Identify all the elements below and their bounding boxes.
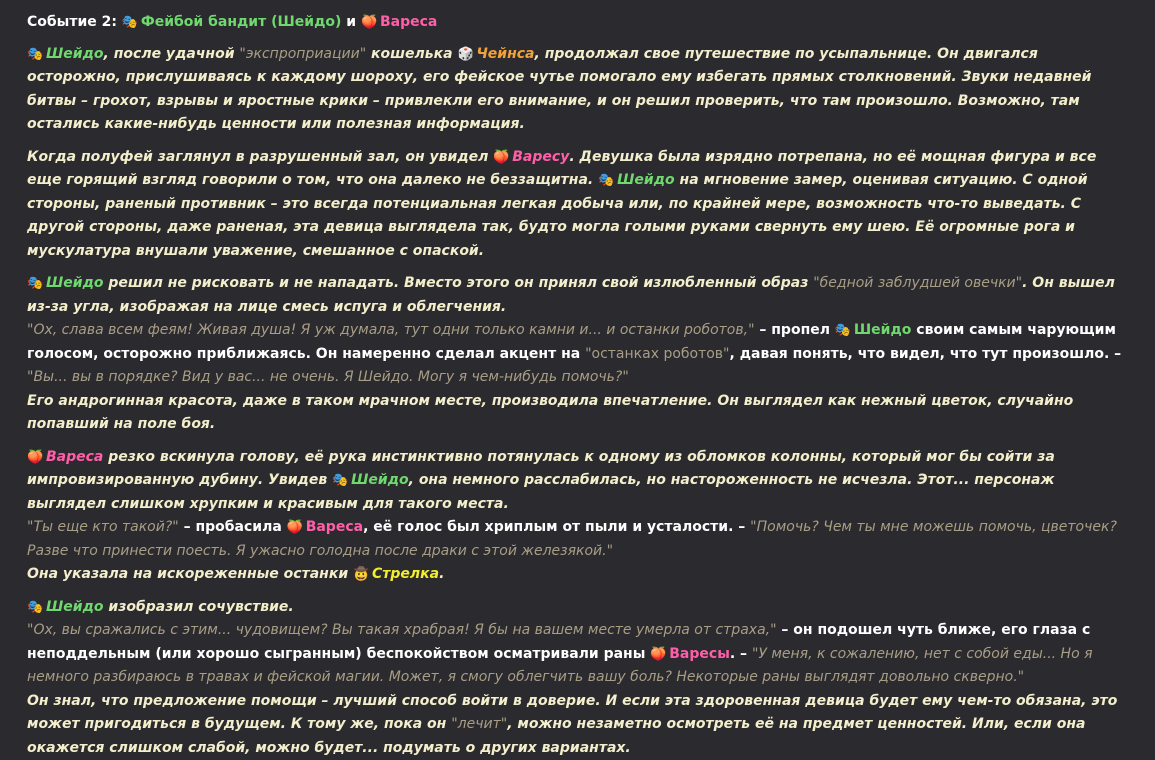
paragraph-2	[27, 146, 1129, 264]
text: Он знал, что предложение помощи – лучший способ войти в доверие. И если эта здоровенная девица будет ему чем-то обязана, это может пригодиться в будущем. К тому же, пока он	[27, 693, 1117, 733]
masks-icon: 🎭	[27, 596, 43, 620]
text: . –	[730, 646, 752, 662]
text: своим самым чарующим голосом, осторожно приближаясь. Он намеренно сделал акцент на	[27, 322, 1116, 362]
text: – пропел	[755, 322, 835, 338]
quote: "Вы... вы в порядке? Вид у вас... не очень. Я Шейдо. Могу я чем-нибудь помочь?"	[27, 369, 629, 385]
text: на мгновение замер, оценивая ситуацию. С одной стороны, раненый противник – это всегда потенциальная легкая добыча или, по крайней мере, возможность что-то выведать. С другой стороны, даже раненая, эта девица выглядела так, будто могла голыми руками свернуть ему шею. Её огромные рога и мускулатура внушали уважение, смешанное с опаской.	[27, 172, 1088, 259]
text: , можно незаметно осмотреть её на предмет ценностей. Или, если она окажется слишком слабой, можно будет... подумать о других вариантах.	[27, 716, 1085, 756]
name-varesa: Вареса	[306, 519, 363, 535]
masks-icon: 🎭	[598, 169, 614, 193]
quote: "бедной заблудшей овечки"	[813, 275, 1022, 291]
text: кошелька	[366, 46, 457, 62]
quote: "У меня, к сожалению, нет с собой еды... Но я немного разбираюсь в травах и фейской магии. Может, я смогу облегчить вашу боль? Некоторые раны выглядят довольно скверно."	[27, 646, 1093, 686]
text: , давая понять, что видел, что тут произошло. –	[730, 346, 1122, 362]
quote: "останках роботов"	[585, 346, 729, 362]
name-strelok: Стрелка	[372, 566, 439, 582]
quote: "Ох, вы сражались с этим... чудовищем? Вы такая храбрая! Я бы на вашем месте умерла от страха,"	[27, 622, 777, 638]
name-shadow: Шейдо	[617, 172, 675, 188]
text: Когда полуфей заглянул в разрушенный зал, он увидел	[27, 149, 493, 165]
name-varesa: Варесу	[512, 149, 569, 165]
paragraph-5	[27, 596, 1129, 760]
text: резко вскинула голову, её рука инстинктивно потянулась к одному из обломков колонны, который мог бы сойти за импровизированную дубину. Увидев	[27, 449, 1055, 489]
die-icon: 🎲	[457, 43, 473, 67]
peach-icon: 🍑	[493, 146, 509, 170]
text: , она немного расслабилась, но настороженность не исчезла. Этот... персонаж выглядел слишком хрупким и красивым для такого места.	[27, 472, 1054, 512]
quote: "Ты еще кто такой?"	[27, 519, 179, 535]
peach-icon: 🍑	[27, 446, 43, 470]
text: Его андрогинная красота, даже в таком мрачном месте, производила впечатление. Он выглядел как нежный цветок, случайно попавший на поле боя.	[27, 393, 1073, 433]
text: .	[439, 566, 444, 582]
name-shadow: Шейдо	[46, 275, 104, 291]
event-title-shadow: Фейбой бандит (Шейдо)	[141, 14, 342, 30]
name-shadow: Шейдо	[46, 46, 104, 62]
paragraph-3	[27, 272, 1129, 437]
event-title-and: и	[341, 14, 361, 30]
name-shadow: Шейдо	[351, 472, 409, 488]
event-title-varesa: Вареса	[380, 14, 437, 30]
text: изобразил сочувствие.	[104, 599, 294, 615]
text: , продолжал свое путешествие по усыпальнице. Он двигался осторожно, прислушиваясь к каждому шороху, его фейское чутье помогало ему избегать прямых столкновений. Звуки недавней битвы – грохот, взрывы и яростные крики – привлекли его внимание, и он решил проверить, что там произошло. Возможно, там остались какие-нибудь ценности или полезная информация.	[27, 46, 1091, 133]
quote: "экспроприации"	[239, 46, 366, 62]
cowboy-face-icon: 🤠	[353, 563, 369, 587]
peach-icon: 🍑	[650, 643, 666, 667]
masks-icon: 🎭	[332, 469, 348, 493]
name-shadow: Шейдо	[854, 322, 912, 338]
name-shadow: Шейдо	[46, 599, 104, 615]
text: . Девушка была изрядно потрепана, но её мощная фигура и все еще горящий взгляд говорили о том, что она далеко не беззащитна.	[27, 149, 1096, 189]
quote: "лечит"	[451, 716, 507, 732]
paragraph-4	[27, 446, 1129, 587]
name-varesa: Варесы	[669, 646, 730, 662]
peach-icon: 🍑	[361, 11, 377, 35]
text: решил не рисковать и не нападать. Вместо этого он принял свой излюбленный образ	[104, 275, 814, 291]
masks-icon: 🎭	[27, 43, 43, 67]
quote: "Помочь? Чем ты мне можешь помочь, цветочек? Разве что принести поесть. Я ужасно голодна после драки с этой железякой."	[27, 519, 1117, 559]
text: , после удачной	[104, 46, 240, 62]
event-title	[27, 11, 1129, 35]
masks-icon: 🎭	[122, 11, 138, 35]
paragraph-1	[27, 43, 1129, 137]
event-title-prefix: Событие 2:	[27, 14, 122, 30]
name-varesa: Вареса	[46, 449, 103, 465]
masks-icon: 🎭	[27, 272, 43, 296]
quote: "Ох, слава всем феям! Живая душа! Я уж думала, тут одни только камни и... и останки роботов,"	[27, 322, 755, 338]
text: – он подошел чуть ближе, его глаза с неподдельным (или хорошо сыгранным) беспокойством осматривали раны	[27, 622, 1090, 662]
peach-icon: 🍑	[287, 516, 303, 540]
name-chains: Чейнса	[476, 46, 534, 62]
text: , её голос был хриплым от пыли и усталости. –	[363, 519, 750, 535]
text: Она указала на искореженные останки	[27, 566, 353, 582]
masks-icon: 🎭	[835, 319, 851, 343]
text: . Он вышел из-за угла, изображая на лице смесь испуга и облегчения.	[27, 275, 1115, 315]
text: – пробасила	[179, 519, 287, 535]
